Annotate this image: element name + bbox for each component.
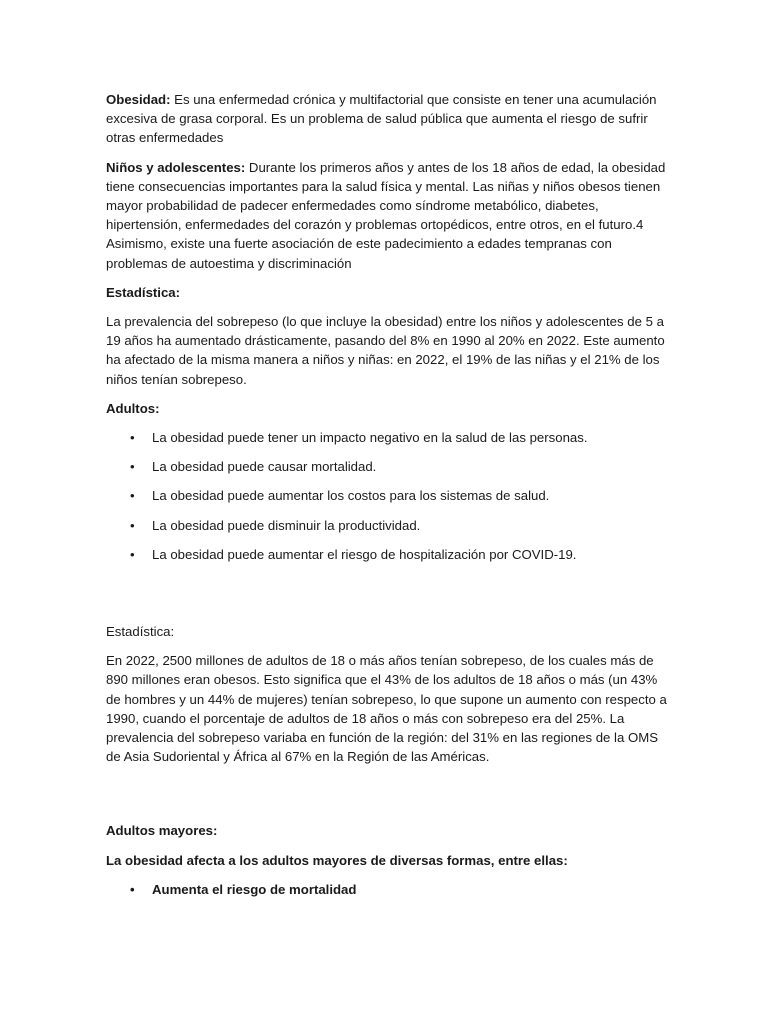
intro-adultos-mayores: La obesidad afecta a los adultos mayores de diversas formas, entre ellas:	[106, 852, 568, 868]
bullet-icon: •	[130, 546, 135, 562]
paragraph-ninos-adolescentes	[106, 158, 668, 273]
heading-adultos-mayores: Adultos mayores:	[106, 823, 218, 839]
heading-adultos: Adultos:	[106, 400, 160, 416]
paragraph-obesidad	[106, 90, 668, 148]
bullet-icon: •	[130, 517, 135, 533]
blank-space	[106, 574, 668, 622]
heading-estadistica-ninos: Estadística:	[106, 284, 181, 300]
list-item-text: La obesidad puede tener un impacto negativo en la salud de las personas.	[152, 430, 588, 446]
list-adultos-mayores	[106, 880, 668, 899]
list-item-text: La obesidad puede aumentar los costos para los sistemas de salud.	[152, 488, 550, 504]
blank-space	[106, 776, 668, 821]
list-item	[106, 545, 668, 564]
list-item	[106, 516, 668, 535]
list-item-text: La obesidad puede causar mortalidad.	[152, 459, 377, 475]
list-adultos	[106, 428, 668, 564]
bullet-icon: •	[130, 430, 135, 446]
list-item	[106, 486, 668, 505]
list-item	[106, 428, 668, 447]
bullet-icon: •	[130, 881, 135, 897]
bullet-icon: •	[130, 488, 135, 504]
list-item	[106, 880, 668, 899]
bullet-icon: •	[130, 459, 135, 475]
list-item-text: Aumenta el riesgo de mortalidad	[152, 881, 357, 897]
text-ninos-adolescentes: Durante los primeros años y antes de los 18 años de edad, la obesidad tiene consecuencias importantes para la salud física y mental. Las niñas y niños obesos tienen mayor probabilidad de padecer enfermedades como síndrome metabólico, diabetes, hipertensión, enfermedades del corazón y problemas ortopédicos, entre otros, en el futuro.4 Asimismo, existe una fuerte asociación de este padecimiento a edades tempranas con problemas de autoestima y discriminación	[106, 159, 666, 271]
paragraph-estadistica-ninos: La prevalencia del sobrepeso (lo que incluye la obesidad) entre los niños y adolescentes de 5 a 19 años ha aumentado drásticamente, pasando del 8% en 1990 al 20% en 2022. Este aumento ha afectado de la misma manera a niños y niñas: en 2022, el 19% de las niñas y el 21% de los niños tenían sobrepeso.	[106, 314, 665, 387]
heading-estadistica-adultos: Estadística:	[106, 624, 175, 640]
list-item-text: La obesidad puede aumentar el riesgo de hospitalización por COVID-19.	[152, 546, 577, 562]
list-item-text: La obesidad puede disminuir la productividad.	[152, 517, 421, 533]
term-ninos-adolescentes: Niños y adolescentes:	[106, 159, 246, 175]
paragraph-estadistica-adultos: En 2022, 2500 millones de adultos de 18 o más años tenían sobrepeso, de los cuales más de 890 millones eran obesos. Esto significa que el 43% de los adultos de 18 años o más (un 43% de hombres y un 44% de mujeres) tenían sobrepeso, lo que supone un aumento con respecto a 1990, cuando el porcentaje de adultos de 18 años o más con sobrepeso era del 25%. La prevalencia del sobrepeso variaba en función de la región: del 31% en las regiones de la OMS de Asia Sudoriental y África al 67% en la Región de las Américas.	[106, 653, 667, 765]
term-obesidad: Obesidad:	[106, 92, 171, 107]
text-obesidad: Es una enfermedad crónica y multifactorial que consiste en tener una acumulación excesiva de grasa corporal. Es un problema de salud pública que aumenta el riesgo de sufrir otras enfermedades	[106, 92, 657, 146]
list-item	[106, 457, 668, 476]
